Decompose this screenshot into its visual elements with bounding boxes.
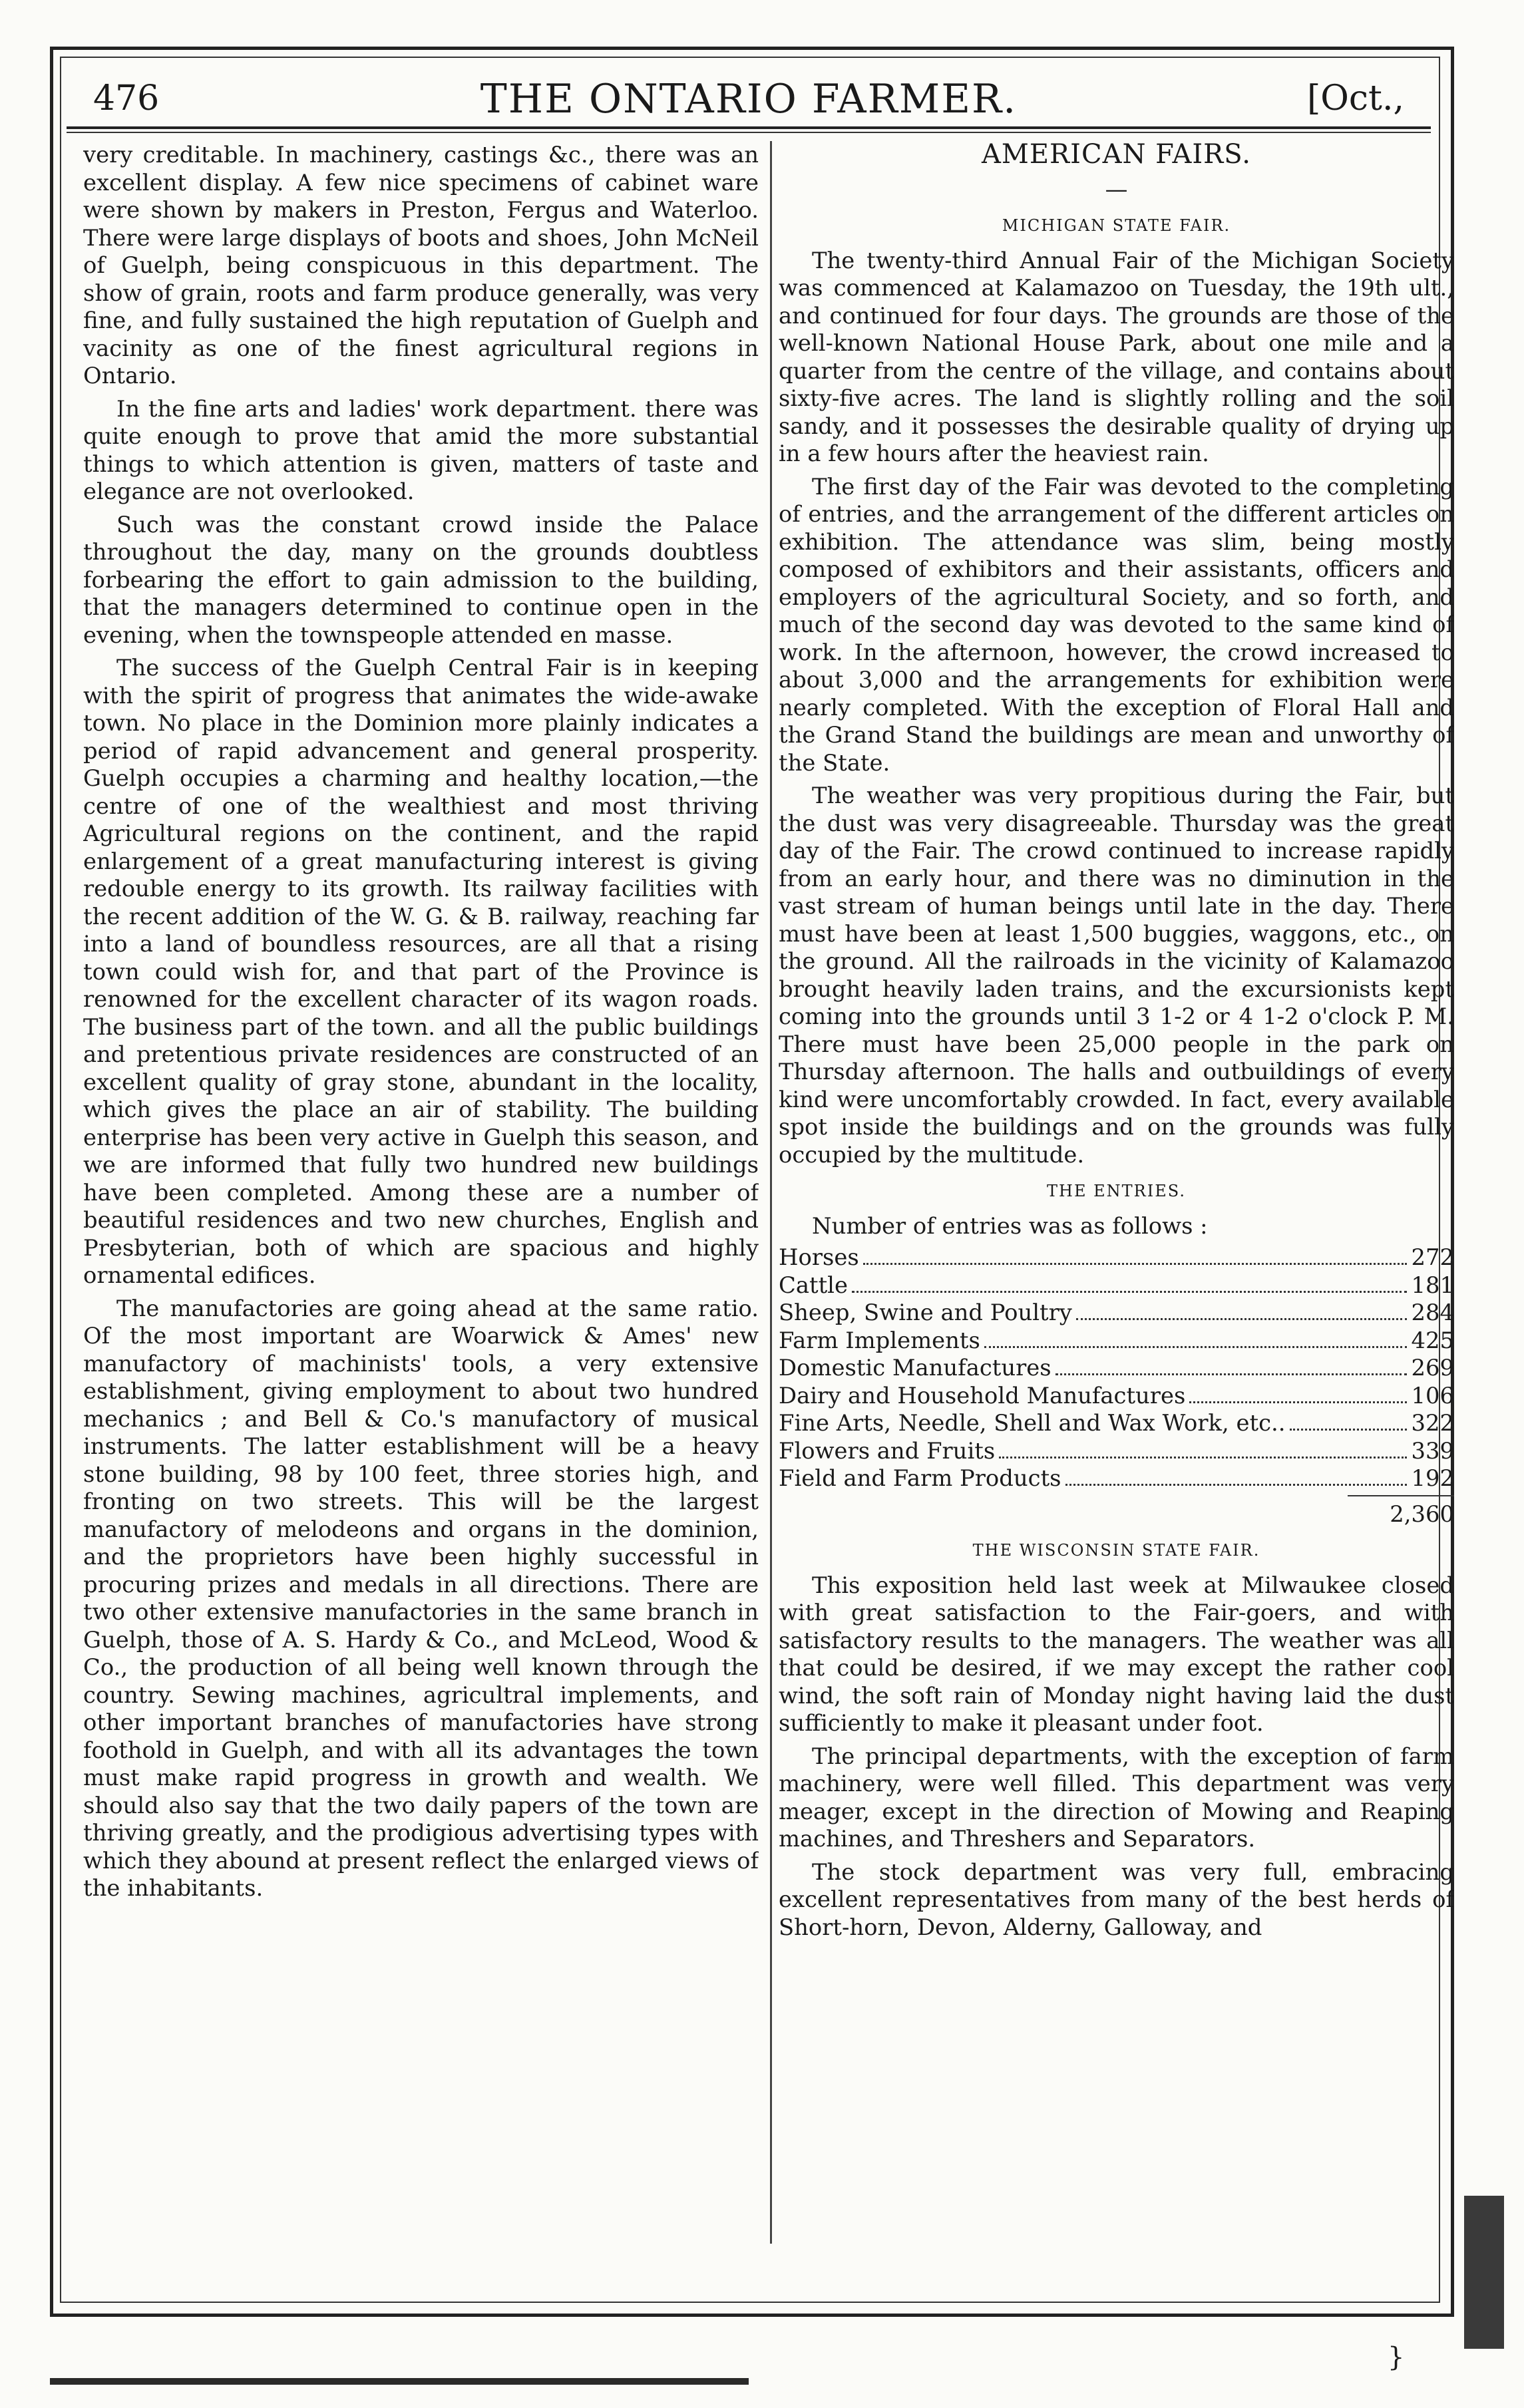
entry-value: 181 xyxy=(1411,1272,1454,1298)
entry-label: Fine Arts, Needle, Shell and Wax Work, etc.. xyxy=(779,1410,1286,1436)
wisconsin-paragraph-2: The principal departments, with the exception of farm machinery, were well filled. This department was very meager, except in the direction of Mowing and Reaping machines, and Threshers and Separators. xyxy=(779,1743,1454,1852)
entry-row xyxy=(779,1244,1454,1272)
column-divider xyxy=(770,141,772,2244)
issue-month: [Oct., xyxy=(1307,79,1404,118)
entry-label: Sheep, Swine and Poultry xyxy=(779,1299,1072,1325)
leader-dots xyxy=(1189,1401,1407,1403)
entry-value: 272 xyxy=(1411,1244,1454,1270)
entries-total: 2,360 xyxy=(1390,1500,1454,1527)
entry-value: 425 xyxy=(1411,1327,1454,1353)
header-rule xyxy=(67,132,1431,133)
heading-dash: — xyxy=(1105,176,1128,202)
michigan-paragraph-3: The weather was very propitious during the Fair, but the dust was very disagreeable. Thursday was the great day of the Fair. The crowd continued to increase rapidly from an early hour, and there was no diminution in the vast stream of human beings until late in the day. There must have been at least 1,500 buggies, waggons, etc., on the ground. All the railroads in the vicinity of Kalamazoo brought heavily laden trains, and the excursionists kept coming into the grounds until 3 1-2 or 4 1-2 o'clock P. M. There must have been 25,000 people in the park on Thursday afternoon. The halls and outbuildings of every kind were uncomfortably crowded. In fact, every available spot inside the buildings and on the grounds was fully occupied by the multitude. xyxy=(779,782,1454,1168)
leader-dots xyxy=(999,1457,1407,1459)
left-paragraph-1: very creditable. In machinery, castings &c., there was an excellent display. A few nice specimens of cabinet ware were shown by makers in Preston, Fergus and Waterloo. There were large displays of boots and shoes, John McNeil of Guelph, being conspicuous in this department. The show of grain, roots and farm produce generally, was very fine, and fully sustained the high reputation of Guelph and vacinity as one of the finest agricultural regions in Ontario. xyxy=(83,142,759,389)
entry-row xyxy=(779,1354,1454,1382)
entry-label: Field and Farm Products xyxy=(779,1465,1061,1491)
left-column xyxy=(83,141,759,2244)
left-paragraph-2: In the fine arts and ladies' work department. there was quite enough to prove that amid the more substantial things to which attention is given, matters of taste and elegance are not overlooked. xyxy=(83,395,759,504)
entries-subheading: THE ENTRIES. xyxy=(1047,1182,1186,1200)
entry-value: 339 xyxy=(1411,1437,1454,1464)
entry-row xyxy=(779,1464,1454,1492)
wisconsin-paragraph-1: This exposition held last week at Milwaukee closed with great satisfaction to the Fair-goers, and with satisfactory results to the managers. The weather was all that could be desired, if we may except the rather cool wind, the soft rain of Monday night having laid the dust sufficiently to make it pleasant under foot. xyxy=(779,1572,1454,1736)
entry-label: Dairy and Household Manufactures xyxy=(779,1382,1186,1409)
michigan-paragraph-1: The twenty-third Annual Fair of the Michigan Society was commenced at Kalamazoo on Tuesday, the 19th ult., and continued for four days. The grounds are those of the well-known National House Park, about one mile and a quarter from the centre of the village, and contains about sixty-five acres. The land is slightly rolling and the soil sandy, and it possesses the desirable quality of drying up in a few hours after the heaviest rain. xyxy=(779,247,1454,466)
leader-dots xyxy=(852,1291,1408,1293)
entry-label: Farm Implements xyxy=(779,1327,980,1353)
michigan-subheading: MICHIGAN STATE FAIR. xyxy=(1002,216,1231,235)
entry-label: Horses xyxy=(779,1244,859,1270)
left-paragraph-4: The success of the Guelph Central Fair is in keeping with the spirit of progress that animates the wide-awake town. No place in the Dominion more plainly indicates a period of rapid advancement and general prosperity. Guelph occupies a charming and healthy location,—the centre of one of the wealthiest and most thriving Agricultural regions on the continent, and the rapid enlargement of a great manufacturing interest is giving redouble energy to its growth. Its railway facilities with the recent addition of the W. G. & B. railway, reaching far into a land of boundless resources, are all that a rising town could wish for, and that part of the Province is renowned for the excellent character of its wagon roads. The business part of the town. and all the public buildings and pretentious private residences are constructed of an excellent quality of gray stone, abundant in the locality, which gives the place an air of stability. The building enterprise has been very active in Guelph this season, and we are informed that fully two hundred new buildings have been completed. Among these are a number of beautiful residences and two new churches, English and Presbyterian, both of which are spacious and highly ornamental edifices. xyxy=(83,655,759,1288)
michigan-paragraph-2: The first day of the Fair was devoted to the completing of entries, and the arrangement of the different articles on exhibition. The attendance was slim, being mostly composed of exhibitors and their assistants, officers and employers of the agricultural Society, and so forth, and much of the second day was devoted to the same kind of work. In the afternoon, however, the crowd increased to about 3,000 and the arrangements for exhibition were nearly completed. With the exception of Floral Hall and the Grand Stand the buildings are mean and unworthy of the State. xyxy=(779,473,1454,776)
entry-label: Cattle xyxy=(779,1272,848,1298)
entry-value: 322 xyxy=(1411,1410,1454,1436)
entry-row xyxy=(779,1327,1454,1355)
right-column xyxy=(779,141,1454,2244)
entry-row xyxy=(779,1409,1454,1437)
entry-value: 269 xyxy=(1411,1355,1454,1381)
wisconsin-paragraph-3: The stock department was very full, embracing excellent representatives from many of the best herds of Short-horn, Devon, Alderny, Galloway, and xyxy=(779,1858,1454,1940)
left-paragraph-3: Such was the constant crowd inside the Palace throughout the day, many on the grounds doubtless forbearing the effort to gain admission to the building, that the managers determined to continue open in the evening, when the townspeople attended en masse. xyxy=(83,511,759,648)
leader-dots xyxy=(1076,1318,1408,1320)
publication-title: THE ONTARIO FARMER. xyxy=(480,76,1018,122)
entry-label: Flowers and Fruits xyxy=(779,1437,996,1464)
entry-row xyxy=(779,1272,1454,1299)
entry-value: 106 xyxy=(1411,1382,1454,1409)
section-heading: AMERICAN FAIRS. xyxy=(982,141,1251,170)
entries-list xyxy=(779,1244,1454,1492)
page-number: 476 xyxy=(93,79,160,118)
wisconsin-subheading: THE WISCONSIN STATE FAIR. xyxy=(972,1541,1260,1560)
left-paragraph-5: The manufactories are going ahead at the same ratio. Of the most important are Woarwick & Ames' new manufactory of machinists' tools, a very extensive establishment, giving employment to about two hundred mechanics ; and Bell & Co.'s manufactory of musical instruments. The latter establishment will be a heavy stone building, 98 by 100 feet, three stories high, and fronting on two streets. This will be the largest manufactory of melodeons and organs in the dominion, and the proprietors have been highly successful in procuring prizes and medals in all directions. There are two other extensive manufactories in the same branch in Guelph, those of A. S. Hardy & Co., and McLeod, Wood & Co., the production of all being well known through the country. Sewing machines, agricultral implements, and other important branches of manufactories have strong foothold in Guelph, and with all its advantages the town must make rapid progress in growth and wealth. We should also say that the two daily papers of the town are thriving greatly, and the prodigious advertising types with which they abound at present reflect the enlarged views of the inhabitants. xyxy=(83,1295,759,1901)
binding-shadow xyxy=(1464,2196,1504,2349)
leader-dots xyxy=(863,1263,1408,1265)
entry-row xyxy=(779,1299,1454,1327)
entry-row xyxy=(779,1382,1454,1410)
leader-dots xyxy=(1055,1373,1408,1375)
entry-label: Domestic Manufactures xyxy=(779,1355,1051,1381)
total-rule xyxy=(1348,1495,1454,1496)
leader-dots xyxy=(1290,1429,1408,1431)
page-header xyxy=(67,67,1431,129)
leader-dots xyxy=(984,1346,1408,1348)
entry-row xyxy=(779,1437,1454,1465)
entries-intro: Number of entries was as follows : xyxy=(812,1212,1208,1239)
entry-value: 192 xyxy=(1411,1465,1454,1491)
entry-value: 284 xyxy=(1411,1299,1454,1325)
leader-dots xyxy=(1065,1484,1408,1486)
scan-edge-bar xyxy=(50,2378,749,2385)
footer-mark: } xyxy=(1388,2342,1405,2373)
